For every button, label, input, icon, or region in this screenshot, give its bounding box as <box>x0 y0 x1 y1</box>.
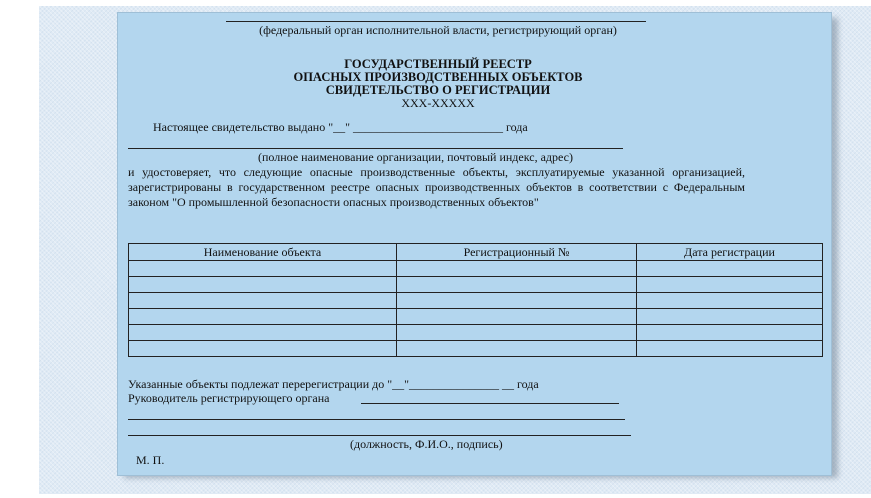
certificate-form <box>117 12 832 476</box>
column-registration-number: Регистрационный № <box>397 244 637 261</box>
signature-caption: (должность, Ф.И.О., подпись) <box>350 437 503 451</box>
table-cell <box>397 261 637 277</box>
table-cell <box>397 277 637 293</box>
organization-line <box>128 148 623 149</box>
extra-line-2 <box>128 435 631 436</box>
issued-line: Настоящее свидетельство выдано "__" _________________________ года <box>153 120 528 134</box>
table-cell <box>397 293 637 309</box>
table-cell <box>129 293 397 309</box>
table-row <box>129 293 823 309</box>
table-cell <box>129 261 397 277</box>
table-cell <box>397 325 637 341</box>
table-cell <box>637 261 823 277</box>
table-cell <box>129 309 397 325</box>
table-row <box>129 341 823 357</box>
table-cell <box>637 277 823 293</box>
organization-caption: (полное наименование организации, почтовый индекс, адрес) <box>258 150 573 164</box>
extra-line-1 <box>128 419 625 420</box>
table-cell <box>397 309 637 325</box>
head-signature-line <box>361 403 619 404</box>
table-cell <box>129 341 397 357</box>
table-cell <box>637 341 823 357</box>
head-of-authority-label: Руководитель регистрирующего органа <box>128 391 330 405</box>
title-line-certificate: СВИДЕТЕЛЬСТВО О РЕГИСТРАЦИИ <box>325 83 551 97</box>
column-object-name: Наименование объекта <box>129 244 397 261</box>
table-row <box>129 309 823 325</box>
table-cell <box>397 341 637 357</box>
column-registration-date: Дата регистрации <box>637 244 823 261</box>
certificate-number: ХХХ-ХХХХХ <box>401 96 475 110</box>
table-cell <box>637 293 823 309</box>
reregistration-line: Указанные объекты подлежат перерегистрации до "__"_______________ __ года <box>128 377 539 391</box>
title-line-objects: ОПАСНЫХ ПРОИЗВОДСТВЕННЫХ ОБЪЕКТОВ <box>293 70 583 84</box>
table-row <box>129 261 823 277</box>
authority-line <box>226 21 646 22</box>
certificate-body-text: и удостоверяет, что следующие опасные производственные объекты, эксплуатируемые указанной организацией, зарегистрированы в государственном реестре опасных производственных объектов в соответствии с Федеральным законом "О промышленной безопасности опасных производственных объектов" <box>128 165 745 209</box>
authority-caption: (федеральный орган исполнительной власти, регистрирующий орган) <box>259 23 617 37</box>
certificate-title <box>118 58 758 110</box>
table-cell <box>129 277 397 293</box>
title-line-registry: ГОСУДАРСТВЕННЫЙ РЕЕСТР <box>344 57 532 71</box>
table-header-row <box>129 244 823 261</box>
table-row <box>129 277 823 293</box>
seal-label: М. П. <box>136 453 165 467</box>
table-cell <box>637 325 823 341</box>
table-cell <box>637 309 823 325</box>
registration-table <box>128 243 823 357</box>
table-row <box>129 325 823 341</box>
table-cell <box>129 325 397 341</box>
